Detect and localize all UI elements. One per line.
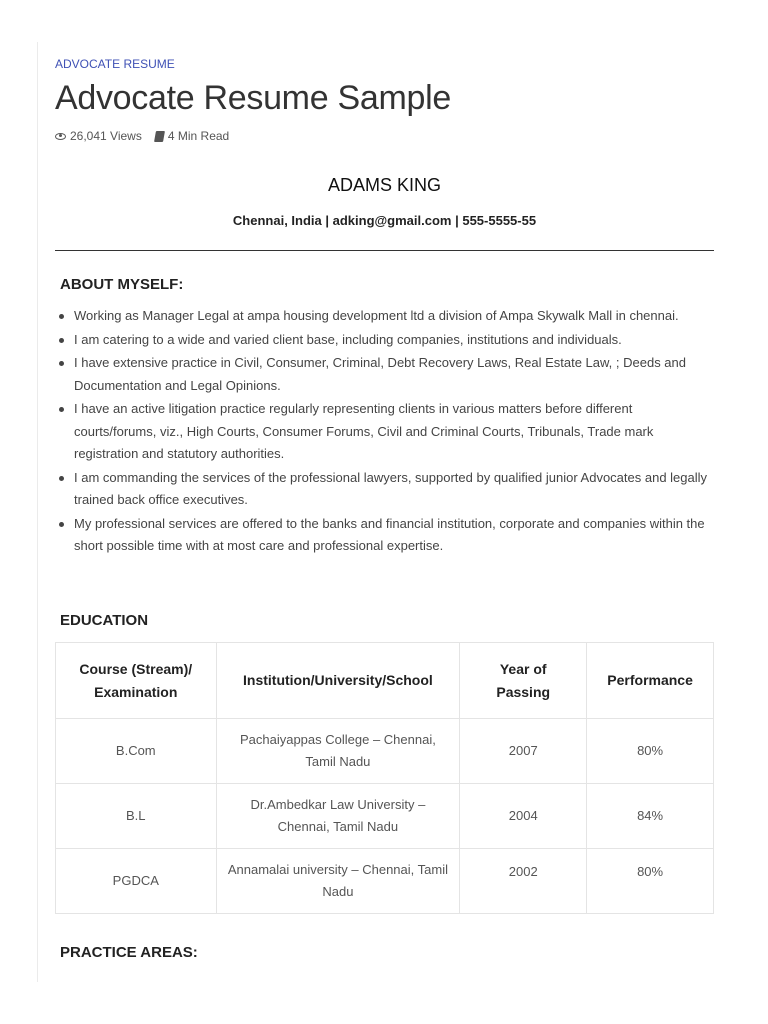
views-count: 26,041 Views bbox=[70, 129, 142, 143]
column-header: Performance bbox=[587, 643, 714, 719]
column-header: Course (Stream)/ Examination bbox=[56, 643, 217, 719]
column-header: Institution/University/School bbox=[216, 643, 460, 719]
table-cell: Pachaiyappas College – Chennai, Tamil Nadu bbox=[216, 719, 460, 784]
book-icon bbox=[154, 131, 165, 142]
column-header: Year of Passing bbox=[460, 643, 587, 719]
eye-icon bbox=[55, 133, 66, 140]
list-item: My professional services are offered to the banks and financial institution, corporate and companies within the short possible time with at most care and professional expertise. bbox=[74, 513, 714, 558]
about-list bbox=[74, 305, 714, 559]
resume-name: ADAMS KING bbox=[327, 175, 442, 195]
table-cell: 2007 bbox=[460, 719, 587, 784]
table-cell: Annamalai university – Chennai, Tamil Nadu bbox=[216, 849, 460, 914]
education-heading: EDUCATION bbox=[60, 612, 149, 629]
table-cell: B.Com bbox=[56, 719, 217, 784]
list-item: I am catering to a wide and varied client base, including companies, institutions and individuals. bbox=[74, 329, 714, 352]
page-title: Advocate Resume Sample bbox=[55, 79, 451, 117]
about-heading: ABOUT MYSELF: bbox=[60, 276, 184, 293]
list-item: Working as Manager Legal at ampa housing development ltd a division of Ampa Skywalk Mall in chennai. bbox=[74, 305, 714, 328]
category-link[interactable]: ADVOCATE RESUME bbox=[55, 57, 175, 71]
table-cell: 2002 bbox=[460, 849, 587, 914]
header-divider bbox=[55, 250, 714, 251]
resume-contact: Chennai, India | adking@gmail.com | 555-5555-55 bbox=[232, 213, 537, 228]
read-time: 4 Min Read bbox=[167, 129, 230, 143]
table-cell: 80% bbox=[587, 719, 714, 784]
list-item: I have extensive practice in Civil, Consumer, Criminal, Debt Recovery Laws, Real Estate Law, ; Deeds and Documentation and Legal Opinions. bbox=[74, 352, 714, 397]
table-row bbox=[56, 719, 714, 784]
table-cell: 84% bbox=[587, 784, 714, 849]
list-item: I am commanding the services of the professional lawyers, supported by qualified junior Advocates and legally trained back office executives. bbox=[74, 467, 714, 512]
table-row bbox=[56, 784, 714, 849]
table-cell: Dr.Ambedkar Law University – Chennai, Tamil Nadu bbox=[216, 784, 460, 849]
table-cell: PGDCA bbox=[56, 849, 217, 914]
table-cell: B.L bbox=[56, 784, 217, 849]
table-cell: 80% bbox=[587, 849, 714, 914]
practice-areas-heading: PRACTICE AREAS: bbox=[60, 944, 198, 961]
left-border bbox=[37, 42, 38, 982]
table-header-row bbox=[56, 643, 714, 719]
table-cell: 2004 bbox=[460, 784, 587, 849]
education-table bbox=[55, 642, 714, 914]
article-meta bbox=[55, 129, 229, 143]
list-item: I have an active litigation practice regularly representing clients in various matters before different courts/forums, viz., High Courts, Consumer Forums, Civil and Criminal Courts, Tribunals, Trade mark registration and statutory authorities. bbox=[74, 398, 714, 466]
table-row bbox=[56, 849, 714, 914]
